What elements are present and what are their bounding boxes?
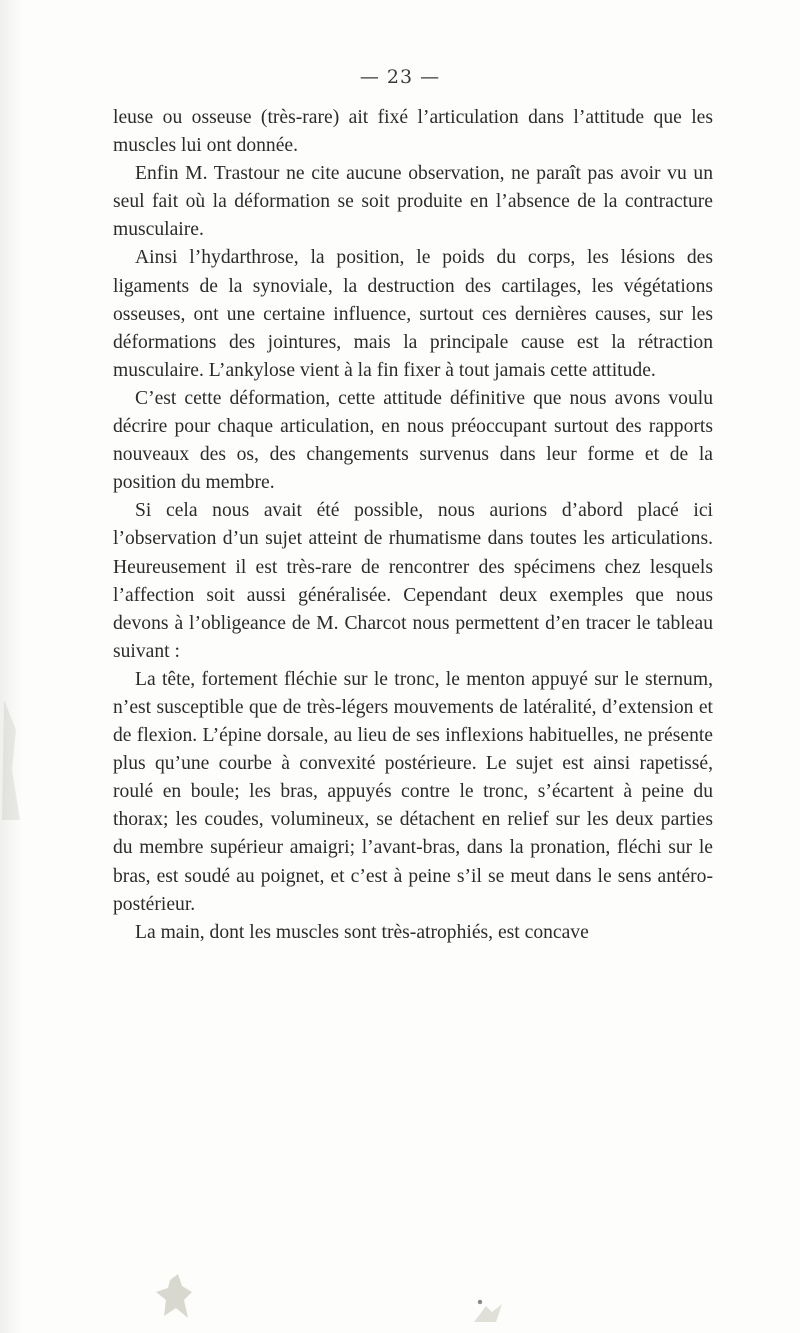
body-text bbox=[113, 104, 713, 947]
paragraph: La tête, fortement fléchie sur le tronc, le menton appuyé sur le sternum, n’est susceptible que de très-légers mouvements de latéralité, d’extension et de flexion. L’épine dorsale, au lieu de ses inflexions habituelles, ne présente plus qu’une courbe à convexité postérieure. Le sujet est ainsi rapetissé, roulé en boule; les bras, appuyés contre le tronc, s’écartent à peine du thorax; les coudes, volumineux, se détachent en relief sur les deux parties du membre supérieur amaigri; l’avant-bras, dans la pronation, fléchi sur le bras, est soudé au poignet, et c’est à peine s’il se meut dans le sens antéro-postérieur. bbox=[113, 668, 713, 915]
paragraph: La main, dont les muscles sont très-atrophiés, est concave bbox=[135, 921, 589, 943]
paragraph-continuation: leuse ou osseuse (très-rare) ait fixé l’articulation dans l’attitude que les muscles lui ont donnée. bbox=[113, 107, 713, 157]
scan-stain-mark bbox=[148, 1268, 208, 1328]
scan-stain-mark bbox=[2, 700, 26, 820]
stain-blot bbox=[474, 1304, 502, 1322]
stain-blot bbox=[156, 1274, 192, 1318]
paragraph: C’est cette déformation, cette attitude définitive que nous avons voulu décrire pour chaque articulation, en nous préoccupant surtout des rapports nouveaux des os, des changements survenus dans leur forme et de la position du membre. bbox=[113, 387, 713, 494]
ink-dot bbox=[478, 1300, 482, 1304]
paragraph: Ainsi l’hydarthrose, la position, le poids du corps, les lésions des ligaments de la synoviale, la destruction des cartilages, les végétations osseuses, ont une certaine influence, surtout ces dernières causes, sur les déformations des jointures, mais la principale cause est la rétraction musculaire. L’ankylose vient à la fin fixer à tout jamais cette attitude. bbox=[113, 247, 713, 381]
paragraph: Enfin M. Trastour ne cite aucune observation, ne paraît pas avoir vu un seul fait où la déformation se soit produite en l’absence de la contracture musculaire. bbox=[113, 163, 713, 241]
page-number: — 23 — bbox=[359, 66, 441, 88]
edge-shadow bbox=[2, 700, 20, 820]
scan-stain-mark bbox=[468, 1292, 508, 1332]
paragraph: Si cela nous avait été possible, nous aurions d’abord placé ici l’observation d’un sujet atteint de rhumatisme dans toutes les articulations. Heureusement il est très-rare de rencontrer des spécimens chez lesquels l’affection soit aussi généralisée. Cependant deux exemples que nous devons à l’obligeance de M. Charcot nous permettent d’en tracer le tableau suivant : bbox=[113, 500, 713, 662]
